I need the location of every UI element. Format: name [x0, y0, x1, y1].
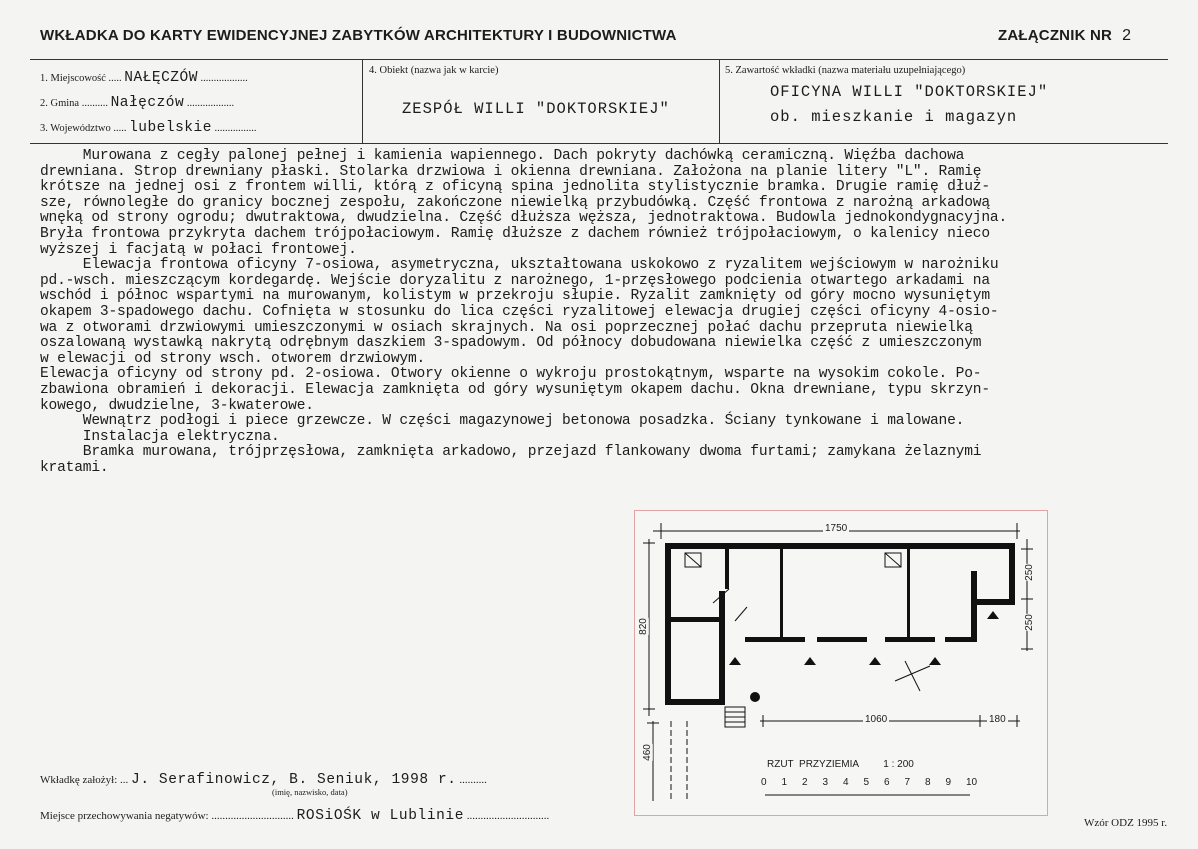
description-line: kratami. — [40, 459, 109, 476]
scale-tick-label: 9 — [945, 777, 952, 788]
form-divider-2 — [719, 60, 720, 143]
description-line: wyższej i facjatą w połaci frontowej. — [40, 241, 357, 258]
description-line: Murowana z cegły palonej pełnej i kamienia wapiennego. Dach pokryty dachówką ceramiczną. Więźba dachowa — [40, 148, 965, 164]
zawartosc-line1[interactable]: OFICYNA WILLI "DOKTORSKIEJ" — [770, 83, 1049, 101]
negatives-label: Miejsce przechowywania negatywów: — [40, 810, 209, 822]
dim-label-left: 820 — [637, 618, 649, 635]
description-line: Bryła frontowa przykryta dachem trójpołaciowym. Ramię dłuższe z dachem również trójpołaciowym, o kalenicy nieco — [40, 225, 990, 242]
description-line: wa z otworami drzwiowymi umieszczonymi w osiach skrajnych. Na osi poprzecznej połać dachu przepruta niewielką — [40, 319, 973, 336]
author-value: J. Serafinowicz, B. Seniuk, 1998 r. — [131, 772, 457, 788]
scale-tick-label: 6 — [884, 777, 890, 788]
description-line: Instalacja elektryczna. — [40, 428, 280, 445]
obiekt-value[interactable]: ZESPÓŁ WILLI "DOKTORSKIEJ" — [402, 100, 670, 118]
description-line: oszalowaną wystawką nakrytą odrębnym daszkiem 3-spadowym. Od północy dobudowana niewielka część z umieszczonym — [40, 335, 982, 352]
scale-tick-label: 1 — [781, 777, 788, 788]
description-line: krótsze na jednej osi z frontem willi, którą z oficyną spina jednolita stylistycznie bramka. Drugie ramię dłuż- — [40, 179, 990, 196]
gmina-value: Nałęczów — [110, 95, 185, 111]
field-miejscowosc[interactable]: 1. Miejscowość ..... NAŁĘCZÓW .................. — [40, 70, 248, 86]
zawartosc-line2[interactable]: ob. mieszkanie i magazyn — [770, 108, 1018, 126]
plan-title-text: RZUT PRZYZIEMIA — [767, 759, 859, 770]
description-line: Wewnątrz podłogi i piece grzewcze. W części magazynowej betonowa posadzka. Ściany tynkowane i malowane. — [40, 413, 965, 430]
document-title: WKŁADKA DO KARTY EWIDENCYJNEJ ZABYTKÓW ARCHITEKTURY I BUDOWNICTWA — [40, 27, 677, 44]
field-gmina[interactable]: 2. Gmina .......... Nałęczów .................. — [40, 95, 235, 111]
dim-label-right-top: 250 — [1023, 564, 1035, 581]
description-line: Elewacja oficyny od strony pd. 2-osiowa. Otwory okienne o wykroju prostokątnym, wsparte na wysokim cokole. Po- — [40, 366, 982, 383]
scale-ticks — [761, 777, 981, 788]
description-line: okapem 3-spadowego dachu. Cofnięta w stosunku do lica części ryzalitowej elewacja drugiej części oficyny 4-osio- — [40, 303, 999, 320]
wall-north — [665, 543, 1015, 549]
floor-plan-box — [634, 510, 1048, 816]
description-line: Bramka murowana, trójprzęsłowa, zamknięta arkadowo, przejazd flankowany dwoma furtami; zamykana żelaznymi — [40, 444, 982, 461]
scale-tick-label: 4 — [843, 777, 849, 788]
scale-tick-label: 3 — [822, 777, 829, 788]
description-line: zbawiona obramień i dekoracji. Elewacja zamknięta od góry wysuniętym okapem dachu. Okna drewniane, typu skrzyn- — [40, 381, 990, 398]
dim-label-top: 1750 — [825, 523, 848, 534]
plan-title — [767, 759, 914, 770]
description-line: drewniana. Strop drewniany płaski. Stolarka drzwiowa i okienna drewniana. Założona na planie litery "L". Ramię — [40, 163, 982, 180]
form-template-note: Wzór ODZ 1995 r. — [1084, 817, 1168, 829]
author-field[interactable]: Wkładkę założył: ... J. Serafinowicz, B. Seniuk, 1998 r. .......... — [40, 772, 487, 788]
wojewodztwo-value: lubelskie — [129, 120, 212, 136]
miejscowosc-value: NAŁĘCZÓW — [124, 70, 198, 86]
description-line: w elewacji od strony wsch. otworem drzwiowym. — [40, 350, 426, 367]
author-hint: (imię, nazwisko, data) — [272, 787, 348, 797]
field-wojewodztwo[interactable]: 3. Województwo ..... lubelskie ................ — [40, 120, 257, 136]
dim-label-left-bottom: 460 — [641, 744, 653, 761]
scale-tick-label: 8 — [925, 777, 931, 788]
dim-label-right-bottom: 250 — [1023, 614, 1035, 631]
attachment-number: 2 — [1122, 27, 1132, 44]
description-line: Elewacja frontowa oficyny 7-osiowa, asymetryczna, ukształtowana uskokowo z ryzalitem wejściowym w narożniku — [40, 257, 999, 274]
scale-tick-label: 10 — [966, 777, 978, 788]
negatives-value: ROSiOŚK w Lublinie — [296, 808, 465, 824]
scale-tick-label: 5 — [863, 777, 870, 788]
obiekt-label: 4. Obiekt (nazwa jak w karcie) — [369, 65, 499, 76]
description-line: wschód i północ wspartymi na murowanym, kolistym w przekroju słupie. Ryzalit zamknięty od góry mocno wysuniętym — [40, 288, 990, 305]
scale-tick-label: 0 — [761, 777, 767, 788]
dim-label-bottom-right: 180 — [989, 714, 1006, 725]
description-line: pd.-wsch. mieszczącym kordegardę. Wejście doryzalitu z narożnego, 1-przęsłowego podcienia otwartego arkadami na — [40, 272, 990, 289]
plan-scale: 1 : 200 — [883, 759, 914, 770]
attachment-label: ZAŁĄCZNIK NR — [998, 27, 1113, 44]
description-line: sze, równoległe do granicy bocznej zespołu, zakończone niewielką przybudówką. Część frontowa z narożną arkadową — [40, 194, 990, 211]
scale-tick-label: 2 — [802, 777, 808, 788]
dim-label-bottom: 1060 — [865, 714, 888, 725]
negatives-field[interactable]: Miejsce przechowywania negatywów: .............................. ROSiOŚK w Lublinie .............................. — [40, 808, 550, 824]
form-bottom-rule — [30, 143, 1168, 144]
header-rule — [30, 59, 1168, 60]
zawartosc-label: 5. Zawartość wkładki (nazwa materiału uzupełniającego) — [725, 65, 966, 76]
description-line: wnęką od strony ogrodu; dwutraktowa, dwudzielna. Część dłuższa węższa, jednotraktowa. Budowla jednokondygnacyjna. — [40, 210, 1008, 227]
scale-tick-label: 7 — [904, 777, 911, 788]
author-label: Wkładkę założył: — [40, 774, 118, 786]
description-text — [40, 149, 1160, 476]
attachment-header — [998, 27, 1131, 45]
form-divider-1 — [362, 60, 363, 143]
description-line: kowego, dwudzielne, 3-kwaterowe. — [40, 397, 314, 414]
